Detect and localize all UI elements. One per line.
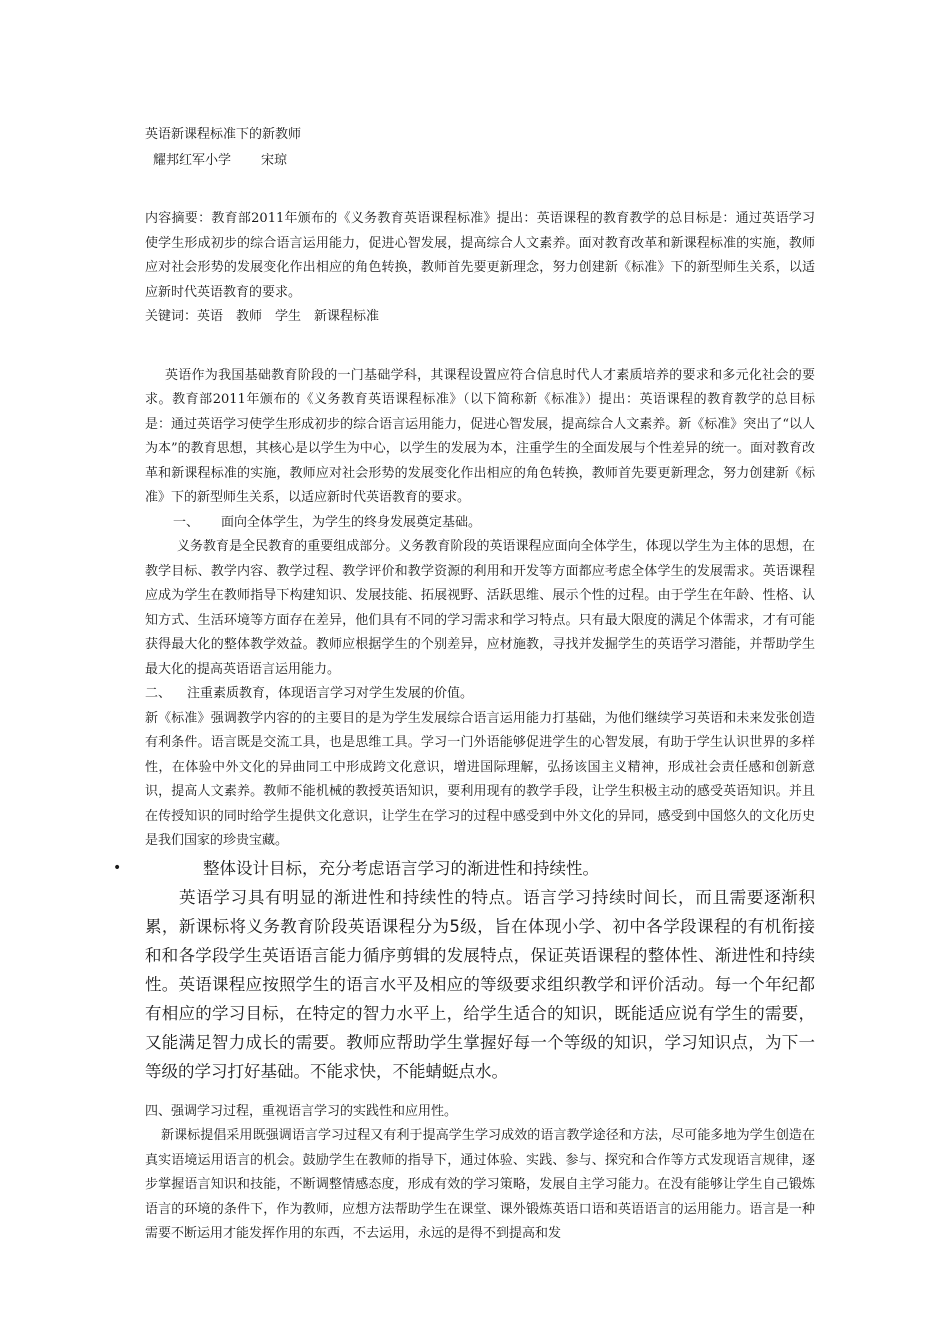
section-2-heading xyxy=(145,682,815,707)
section-1-title: 面向全体学生，为学生的终身发展奠定基础。 xyxy=(221,514,482,530)
document-page xyxy=(113,125,815,1247)
author-school: 耀邦红军小学 xyxy=(153,153,232,168)
section-3-heading xyxy=(113,854,815,883)
bullet-icon: • xyxy=(113,859,122,876)
intro-paragraph: 英语作为我国基础教育阶段的一门基础学科，其课程设置应符合信息时代人才素质培养的要求和多元化社会的要求。教育部2011年颁布的《义务教育英语课程标准》（以下简称新《标准》）提出：英语课程的教育教学的总目标是：通过英语学习使学生形成初步的综合语言运用能力，促进心智发展，提高综合人文素养。新《标准》突出了“以人为本”的教育思想，其核心是以学生为中心，以学生的发展为本，注重学生的全面发展与个性差异的统一。面对教育改革和新课程标准的实施，教师应对社会形势的发展变化作出相应的角色转换，教师首先要更新理念，努力创建新《标准》下的新型师生关系，以适应新时代英语教育的要求。 xyxy=(145,367,815,505)
abstract: 内容摘要：教育部2011年颁布的《义务教育英语课程标准》提出：英语课程的教育教学的总目标是：通过英语学习使学生形成初步的综合语言运用能力，促进心智发展，提高综合人文素养。面对教育改革和新课程标准的实施，教师应对社会形势的发展变化作出相应的角色转换，教师首先要更新理念，努力创建新《标准》下的新型师生关系，以适应新时代英语教育的要求。 xyxy=(145,211,815,300)
keywords: 关键词：英语 教师 学生 新课程标准 xyxy=(145,309,380,324)
section-3-body: 英语学习具有明显的渐进性和持续性的特点。语言学习持续时间长，而且需要逐渐积累，新课标将义务教育阶段英语课程分为5级，旨在体现小学、初中各学段课程的有机衔接和和各学段学生英语语言能力循序剪辑的发展特点，保证英语课程的整体性、渐进性和持续性。英语课程应按照学生的语言水平及相应的等级要求组织教学和评价活动。每一个年纪都有相应的学习目标，在特定的智力水平上，给学生适合的知识，既能适应说有学生的需要，又能满足智力成长的需要。教师应帮助学生掌握好每一个等级的知识，学习知识点，为下一等级的学习打好基础。不能求快，不能蜻蜓点水。 xyxy=(145,887,815,1081)
author-line xyxy=(145,151,815,171)
document-title: 英语新课程标准下的新教师 xyxy=(145,127,302,142)
section-4-body: 新课标提倡采用既强调语言学习过程又有利于提高学生学习成效的语言教学途径和方法，尽可能多地为学生创造在真实语境运用语言的机会。鼓励学生在教师的指导下，通过体验、实践、参与、探究和合作等方式发现语言规律，逐步掌握语言知识和技能，不断调整情感态度，形成有效的学习策略，发展自主学习能力。在没有能够让学生自己锻炼语言的环境的条件下，作为教师，应想方法帮助学生在课堂、课外锻炼英语口语和英语语言的运用能力。语言是一种需要不断运用才能发挥作用的东西，不去运用，永远的是得不到提高和发 xyxy=(145,1128,815,1241)
section-4-heading: 四、强调学习过程，重视语言学习的实践性和应用性。 xyxy=(145,1103,458,1119)
section-1-heading xyxy=(145,511,815,536)
section-2-body: 新《标准》强调教学内容的的主要目的是为学生发展综合语言运用能力打基础，为他们继续学习英语和未来发张创造有利条件。语言既是交流工具，也是思维工具。学习一门外语能够促进学生的心智发展，有助于学生认识世界的多样性，在体验中外文化的异曲同工中形成跨文化意识，增进国际理解，弘扬该国主义精神，形成社会责任感和创新意识，提高人文素养。教师不能机械的教授英语知识，要利用现有的教学手段，让学生积极主动的感受英语知识。并且在传授知识的同时给学生提供文化意识，让学生在学习的过程中感受到中外文化的异同，感受到中国悠久的文化历史是我们国家的珍贵宝藏。 xyxy=(145,710,815,848)
section-2-title: 注重素质教育，体现语言学习对学生发展的价值。 xyxy=(187,686,474,701)
section-1-number: 一、 xyxy=(173,514,200,530)
author-name: 宋琼 xyxy=(261,153,288,168)
section-2-number: 二、 xyxy=(145,686,172,701)
section-3-title: 整体设计目标，充分考虑语言学习的渐进性和持续性。 xyxy=(203,858,599,878)
section-1-body: 义务教育是全民教育的重要组成部分。义务教育阶段的英语课程应面向全体学生，体现以学生为主体的思想，在教学目标、教学内容、教学过程、教学评价和教学资源的利用和开发等方面都应考虑全体学生的发展需求。英语课程应成为学生在教师指导下构建知识、发展技能、拓展视野、活跃思维、展示个性的过程。由于学生在年龄、性格、认知方式、生活环境等方面存在差异，他们具有不同的学习需求和学习特点。只有最大限度的满足个体需求，才有可能获得最大化的整体教学效益。教师应根据学生的个别差异，应材施教，寻找并发掘学生的英语学习潜能，并帮助学生最大化的提高英语语言运用能力。 xyxy=(145,539,815,677)
